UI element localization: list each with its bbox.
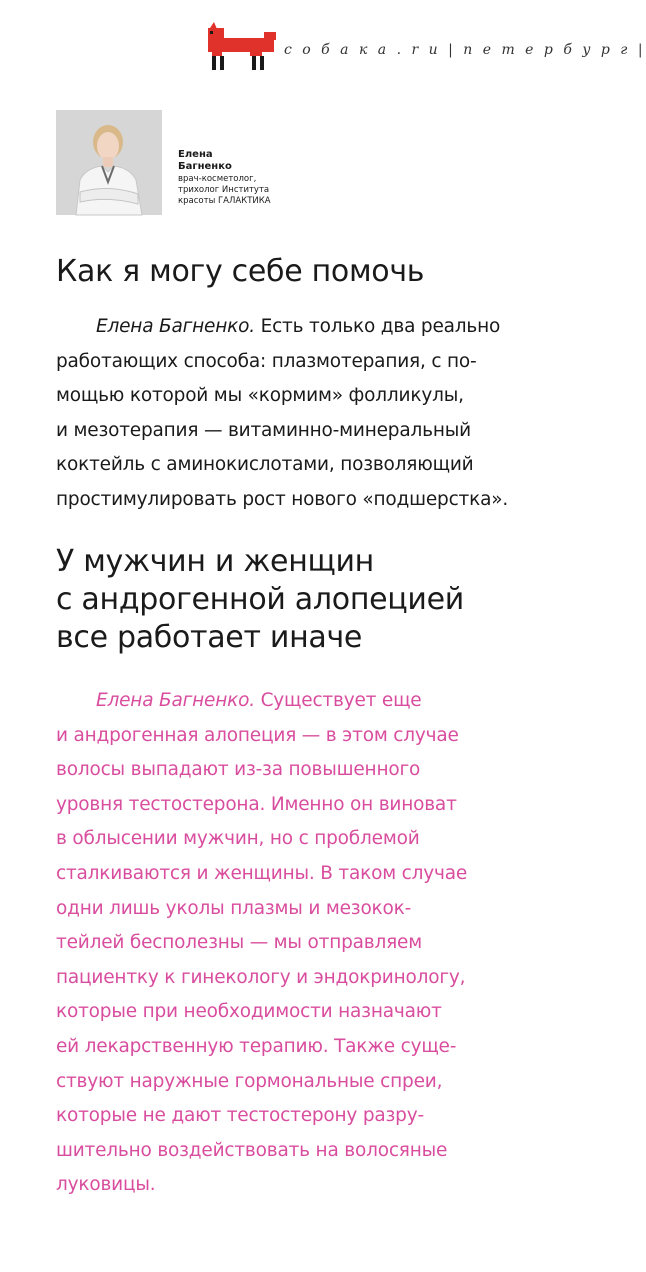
paragraph-line: простимулировать рост нового «подшерстка». <box>56 488 509 510</box>
paragraph-line: ей лекарственную терапию. Также суще- <box>56 1035 457 1057</box>
paragraph-line: которые не дают тестостерону разру- <box>56 1105 424 1127</box>
paragraph-line: Елена Багненко. Существует еще <box>96 690 422 711</box>
section-text-androgenic <box>56 684 566 1203</box>
paragraph-line: которые при необходимости назначают <box>56 1001 442 1023</box>
paragraph-line: тейлей бесполезны — мы отправляем <box>56 932 422 954</box>
portrait-image <box>56 110 162 215</box>
paragraph-line: уровня тестостерона. Именно он виноват <box>56 793 457 815</box>
dog-logo-icon <box>204 20 278 72</box>
paragraph-line: ствуют наружные гормональные спреи, <box>56 1070 443 1092</box>
paragraph-line: коктейль с аминокислотами, позволяющий <box>56 454 474 476</box>
paragraph-line: и мезотерапия — витаминно-минеральный <box>56 419 471 441</box>
paragraph-line: волосы выпадают из-за повышенного <box>56 759 421 781</box>
paragraph-line: и андрогенная алопеция — в этом случае <box>56 724 459 746</box>
paragraph-line: луковицы. <box>56 1174 156 1196</box>
expert-name: Елена Багненко <box>178 149 232 172</box>
paragraph-line: работающих способа: плазмотерапия, с по- <box>56 350 477 372</box>
expert-card <box>56 110 356 220</box>
paragraph-line: Елена Багненко. Есть только два реально <box>96 316 501 337</box>
author-name: Елена Багненко. <box>96 316 255 337</box>
expert-role: врач-косметолог, трихолог Института красоты ГАЛАКТИКА <box>178 174 271 206</box>
paragraph-line: одни лишь уколы плазмы и мезокок- <box>56 897 412 919</box>
paragraph-line: шительно воздействовать на волосяные <box>56 1139 448 1161</box>
paragraph-line: мощью которой мы «кормим» фолликулы, <box>56 385 464 407</box>
paragraph-line: в облысении мужчин, но с проблемой <box>56 828 420 850</box>
masthead <box>200 20 646 80</box>
paragraph-line: сталкиваются и женщины. В таком случае <box>56 862 468 884</box>
author-name: Елена Багненко. <box>96 690 255 711</box>
section-heading-androgenic: У мужчин и женщин с андрогенной алопецией все работает иначе <box>56 544 464 655</box>
brand-name: с о б а к а . r u | п е т е р б у р г | <box>284 42 646 58</box>
expert-photo <box>56 110 162 215</box>
section-heading-self-help: Как я могу себе помочь <box>56 254 425 289</box>
paragraph-line: пациентку к гинекологу и эндокринологу, <box>56 966 466 988</box>
section-text-self-help <box>56 310 566 518</box>
